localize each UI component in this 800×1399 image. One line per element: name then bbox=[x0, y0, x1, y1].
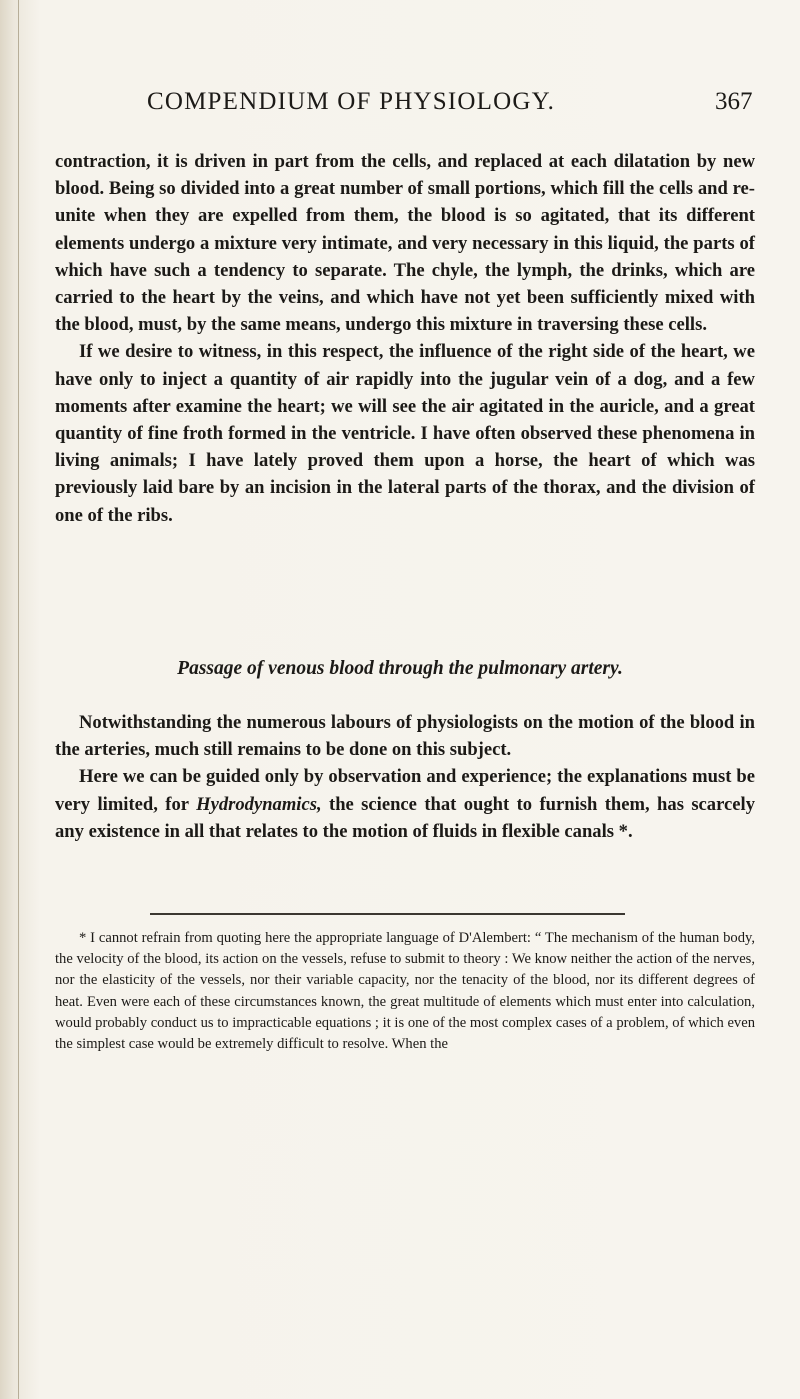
page-header bbox=[0, 88, 800, 128]
body-text-top bbox=[55, 148, 755, 529]
binding-edge bbox=[18, 0, 19, 1399]
footnote-text: * I cannot refrain from quoting here the appropriate language of D'Alembert: “ The mechanism of the human body, the velocity of the blood, its action on the vessels, refuse to submit to theory : We know neither the action of the nerves, nor the elasticity of the vessels, nor their variable capacity, nor the tenacity of the blood, nor its different degrees of heat. Even were each of these circumstances known, the great multitude of elements which must enter into calculation, would probably conduct us to impracticable equations ; it is one of the most complex cases of a problem, of which even the simplest case would be extremely difficult to resolve. When the bbox=[55, 930, 755, 1053]
paragraph-experiment: If we desire to witness, in this respect, the influence of the right side of the heart, we have only to inject a quantity of air rapidly into the jugular vein of a dog, and a few moments after examine the heart; we will see the air agitated in the auricle, and a great quantity of fine froth formed in the ventricle. I have often observed these phenomena in living animals; I have lately proved them upon a horse, the heart of which was previously laid bare by an incision in the lateral parts of the thorax, and the division of one of the ribs. bbox=[55, 341, 755, 526]
body-text-section bbox=[55, 709, 755, 845]
hydrodynamics-text-after: the science that ought to furnish them, has scarcely any existence in all that relates to the motion of fluids in flexible canals *. bbox=[55, 793, 755, 842]
footnote-divider bbox=[150, 913, 625, 915]
footnote bbox=[55, 928, 755, 1055]
hydrodynamics-term: Hydrodynamics, bbox=[196, 793, 322, 815]
page-number: 367 bbox=[715, 88, 753, 115]
hydrodynamics-text-before: Here we can be guided only by observation and experience; the explanations must be very limited, for bbox=[55, 766, 755, 815]
section-heading: Passage of venous blood through the pulmonary artery. bbox=[177, 658, 623, 679]
paragraph-hydrodynamics bbox=[55, 763, 755, 845]
running-title: COMPENDIUM OF PHYSIOLOGY. bbox=[147, 88, 556, 115]
paragraph-labours: Notwithstanding the numerous labours of physiologists on the motion of the blood in the arteries, much still remains to be done on this subject. bbox=[55, 712, 755, 761]
paragraph-contraction: contraction, it is driven in part from the cells, and replaced at each dilatation by new blood. Being so divided into a great number of small portions, which fill the cells and re-unite when they are expelled from them, the blood is so agitated, that its different elements undergo a mixture very intimate, and very necessary in this liquid, the parts of which have such a tendency to separate. The chyle, the lymph, the drinks, which are carried to the heart by the veins, and which have not yet been sufficiently mixed with the blood, must, by the same means, undergo this mixture in traversing these cells. bbox=[55, 151, 755, 336]
